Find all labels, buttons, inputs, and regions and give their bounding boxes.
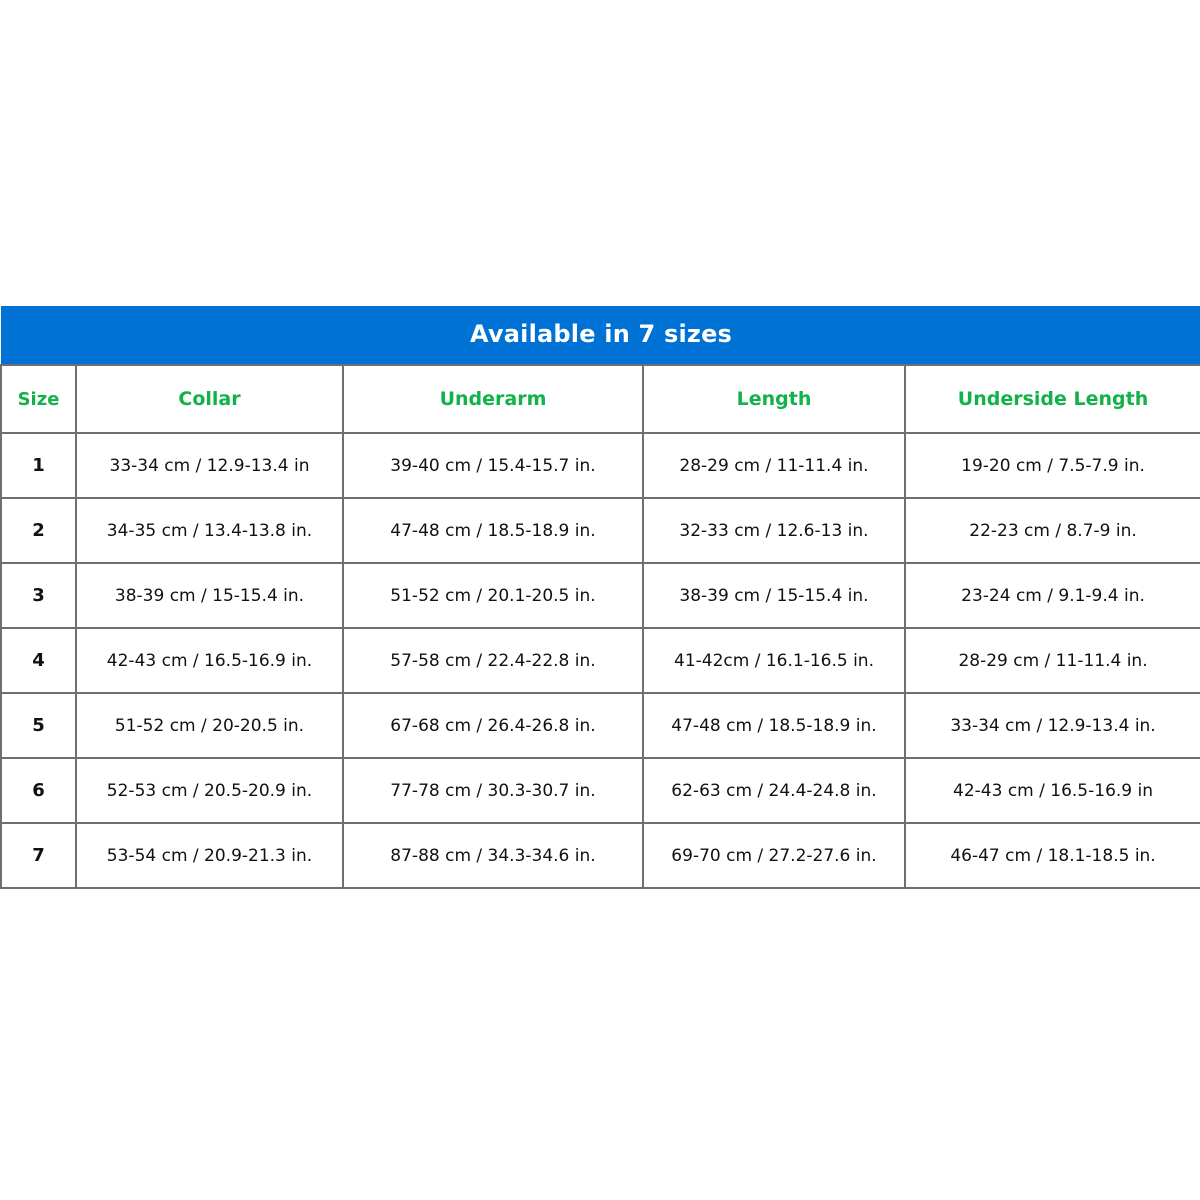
column-header-underside-length: Underside Length [905, 365, 1200, 433]
cell-underarm: 67-68 cm / 26.4-26.8 in. [343, 693, 643, 758]
table-row [1, 498, 1200, 563]
cell-underarm: 51-52 cm / 20.1-20.5 in. [343, 563, 643, 628]
cell-collar: 53-54 cm / 20.9-21.3 in. [76, 823, 343, 888]
cell-underarm: 87-88 cm / 34.3-34.6 in. [343, 823, 643, 888]
cell-size: 2 [1, 498, 76, 563]
cell-underside-length: 42-43 cm / 16.5-16.9 in [905, 758, 1200, 823]
page-title: Available in 7 sizes [1, 306, 1200, 365]
cell-length: 32-33 cm / 12.6-13 in. [643, 498, 905, 563]
cell-underside-length: 22-23 cm / 8.7-9 in. [905, 498, 1200, 563]
cell-underarm: 57-58 cm / 22.4-22.8 in. [343, 628, 643, 693]
cell-underside-length: 28-29 cm / 11-11.4 in. [905, 628, 1200, 693]
table-row [1, 823, 1200, 888]
table-row [1, 758, 1200, 823]
cell-underarm: 77-78 cm / 30.3-30.7 in. [343, 758, 643, 823]
cell-size: 7 [1, 823, 76, 888]
column-header-underarm: Underarm [343, 365, 643, 433]
table-title-row [1, 306, 1200, 365]
cell-size: 6 [1, 758, 76, 823]
column-header-size: Size [1, 365, 76, 433]
cell-collar: 38-39 cm / 15-15.4 in. [76, 563, 343, 628]
cell-underside-length: 23-24 cm / 9.1-9.4 in. [905, 563, 1200, 628]
table-header-row [1, 365, 1200, 433]
table-row [1, 433, 1200, 498]
cell-collar: 52-53 cm / 20.5-20.9 in. [76, 758, 343, 823]
cell-collar: 33-34 cm / 12.9-13.4 in [76, 433, 343, 498]
table-row [1, 563, 1200, 628]
cell-size: 1 [1, 433, 76, 498]
size-chart-container [0, 306, 1200, 889]
cell-size: 5 [1, 693, 76, 758]
cell-underside-length: 33-34 cm / 12.9-13.4 in. [905, 693, 1200, 758]
cell-size: 3 [1, 563, 76, 628]
cell-underarm: 39-40 cm / 15.4-15.7 in. [343, 433, 643, 498]
cell-collar: 42-43 cm / 16.5-16.9 in. [76, 628, 343, 693]
cell-length: 41-42cm / 16.1-16.5 in. [643, 628, 905, 693]
column-header-collar: Collar [76, 365, 343, 433]
column-header-length: Length [643, 365, 905, 433]
table-row [1, 693, 1200, 758]
cell-length: 62-63 cm / 24.4-24.8 in. [643, 758, 905, 823]
cell-length: 28-29 cm / 11-11.4 in. [643, 433, 905, 498]
cell-size: 4 [1, 628, 76, 693]
cell-collar: 34-35 cm / 13.4-13.8 in. [76, 498, 343, 563]
cell-underarm: 47-48 cm / 18.5-18.9 in. [343, 498, 643, 563]
cell-underside-length: 46-47 cm / 18.1-18.5 in. [905, 823, 1200, 888]
cell-collar: 51-52 cm / 20-20.5 in. [76, 693, 343, 758]
cell-underside-length: 19-20 cm / 7.5-7.9 in. [905, 433, 1200, 498]
size-chart-table [0, 306, 1200, 889]
cell-length: 69-70 cm / 27.2-27.6 in. [643, 823, 905, 888]
cell-length: 38-39 cm / 15-15.4 in. [643, 563, 905, 628]
cell-length: 47-48 cm / 18.5-18.9 in. [643, 693, 905, 758]
table-row [1, 628, 1200, 693]
